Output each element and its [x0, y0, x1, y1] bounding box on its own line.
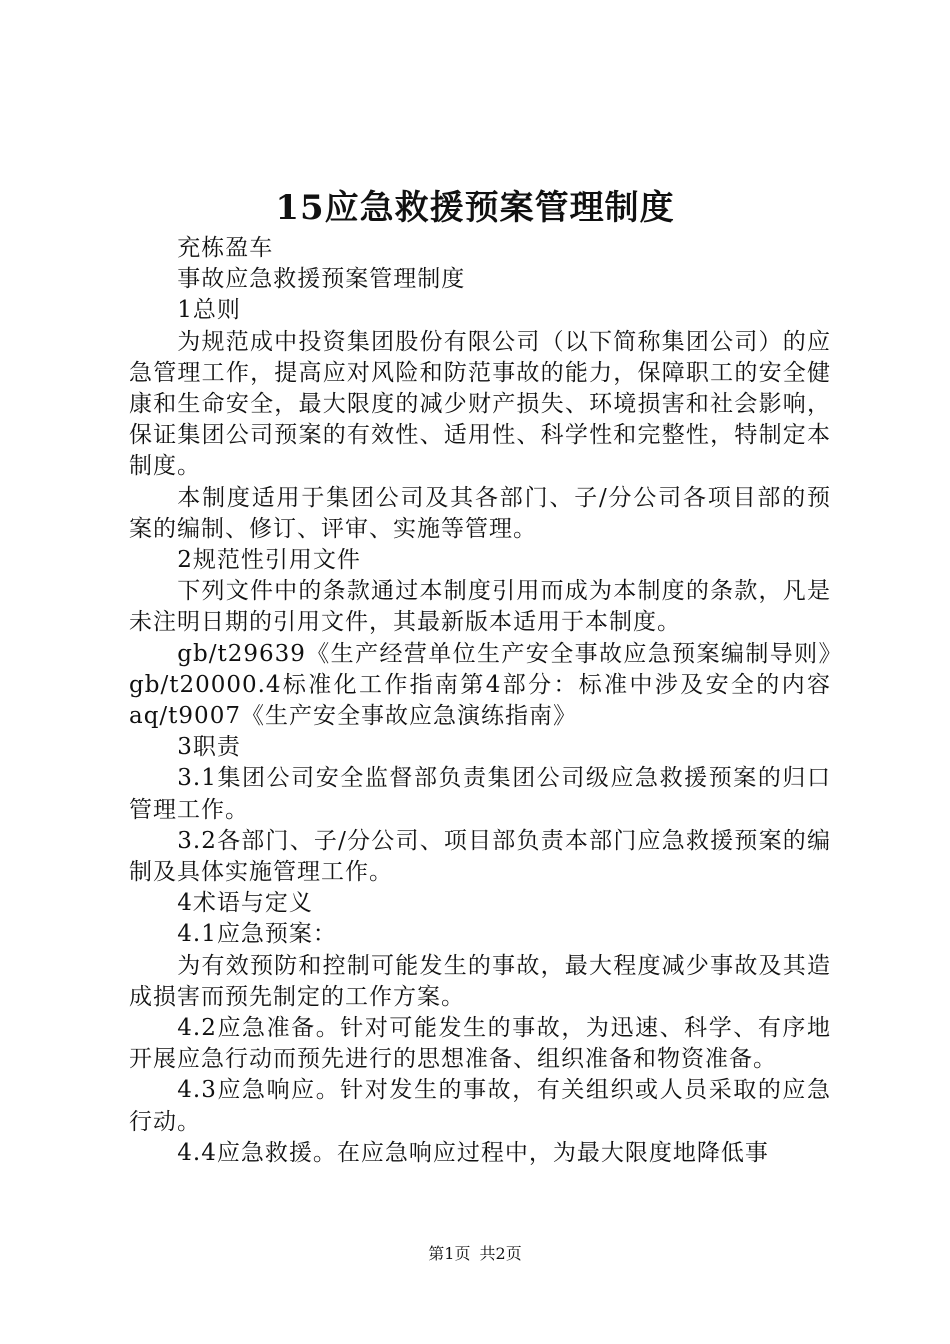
- document-title: 15应急救援预案管理制度: [275, 188, 675, 228]
- paragraph-definition-4-4: 4.4应急救援。在应急响应过程中，为最大限度地降低事: [177, 1139, 769, 1166]
- paragraph-scope: 本制度适用于集团公司及其各部门、子/分公司各项目部的预案的编制、修订、评审、实施等管理。: [129, 484, 831, 542]
- page-number: 第1页: [428, 1244, 471, 1263]
- section-heading-responsibilities: 3职责: [177, 734, 241, 761]
- section-heading-references: 2规范性引用文件: [177, 547, 361, 574]
- paragraph-subtitle: 事故应急救援预案管理制度: [177, 266, 466, 293]
- section-heading-definitions: 4术语与定义: [177, 890, 313, 917]
- paragraph-references-list: gb/t29639《生产经营单位生产安全事故应急预案编制导则》gb/t20000.4标准化工作指南第4部分：标准中涉及安全的内容aq/t9007《生产安全事故应急演练指南》: [129, 640, 831, 730]
- section-heading-general: 1总则: [177, 297, 241, 324]
- paragraph-definition-4-1-text: 为有效预防和控制可能发生的事故，最大程度减少事故及其造成损害而预先制定的工作方案。: [129, 952, 831, 1010]
- paragraph-responsibility-3-1: 3.1集团公司安全监督部负责集团公司级应急救援预案的归口管理工作。: [129, 765, 831, 823]
- paragraph-purpose: 为规范成中投资集团股份有限公司（以下简称集团公司）的应急管理工作，提高应对风险和防范事故的能力，保障职工的安全健康和生命安全，最大限度的减少财产损失、环境损害和社会影响，保证集团公司预案的有效性、适用性、科学性和完整性，特制定本制度。: [129, 328, 831, 480]
- paragraph-definition-4-2: 4.2应急准备。针对可能发生的事故，为迅速、科学、有序地开展应急行动而预先进行的思想准备、组织准备和物资准备。: [129, 1015, 831, 1073]
- paragraph-responsibility-3-2: 3.2各部门、子/分公司、项目部负责本部门应急救援预案的编制及具体实施管理工作。: [129, 827, 831, 886]
- paragraph-company-phrase: 充栋盈车: [177, 235, 274, 261]
- paragraph-definition-4-1: 4.1应急预案：: [177, 921, 337, 948]
- paragraph-references-intro: 下列文件中的条款通过本制度引用而成为本制度的条款，凡是未注明日期的引用文件，其最新版本适用于本制度。: [129, 578, 831, 636]
- page-total: 共2页: [479, 1244, 522, 1263]
- page-footer: [0, 1243, 950, 1265]
- paragraph-definition-4-3: 4.3应急响应。针对发生的事故，有关组织或人员采取的应急行动。: [129, 1077, 831, 1135]
- document-body: [129, 233, 831, 1169]
